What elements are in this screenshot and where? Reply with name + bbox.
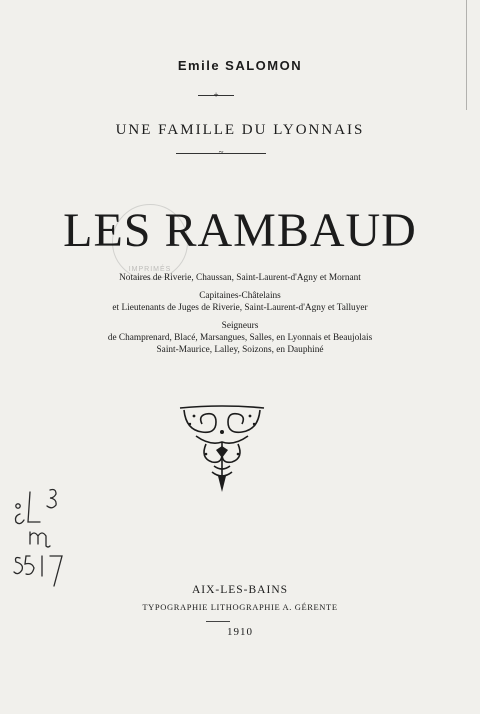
- imprint-year: 1910: [227, 626, 253, 638]
- rule-ornament-small: +: [213, 90, 219, 100]
- scan-edge-line: [466, 0, 467, 110]
- series-title: UNE FAMILLE DU LYONNAIS: [115, 122, 365, 138]
- subtitle-line-4: Seigneurs: [221, 321, 259, 331]
- rule-ornament-swirl: ~: [218, 147, 224, 157]
- imprint-rule: [206, 621, 230, 622]
- handwritten-shelfmark: [10, 486, 70, 596]
- subtitle-line-2: Capitaines-Châtelains: [199, 291, 281, 301]
- subtitle-line-1: Notaires de Riverie, Chaussan, Saint-Laurent-d'Agny et Mornant: [119, 273, 361, 283]
- subtitle-line-5: de Champrenard, Blacé, Marsangues, Salles, en Lyonnais et Beaujolais: [107, 333, 373, 343]
- imprint-printer: TYPOGRAPHIE LITHOGRAPHIE A. GÉRENTE: [142, 602, 338, 612]
- subtitle-line-6: Saint-Maurice, Lalley, Soizons, en Dauphiné: [156, 345, 324, 355]
- imprint-city: AIX-LES-BAINS: [191, 584, 289, 596]
- author-name: Emile SALOMON: [177, 58, 303, 73]
- main-title: LES RAMBAUD: [63, 204, 417, 257]
- subtitle-line-3: et Lieutenants de Juges de Riverie, Saint-Laurent-d'Agny et Talluyer: [112, 303, 368, 313]
- library-stamp-text: IMPRIMÉS: [128, 266, 172, 273]
- printer-ornament-icon: [176, 402, 268, 494]
